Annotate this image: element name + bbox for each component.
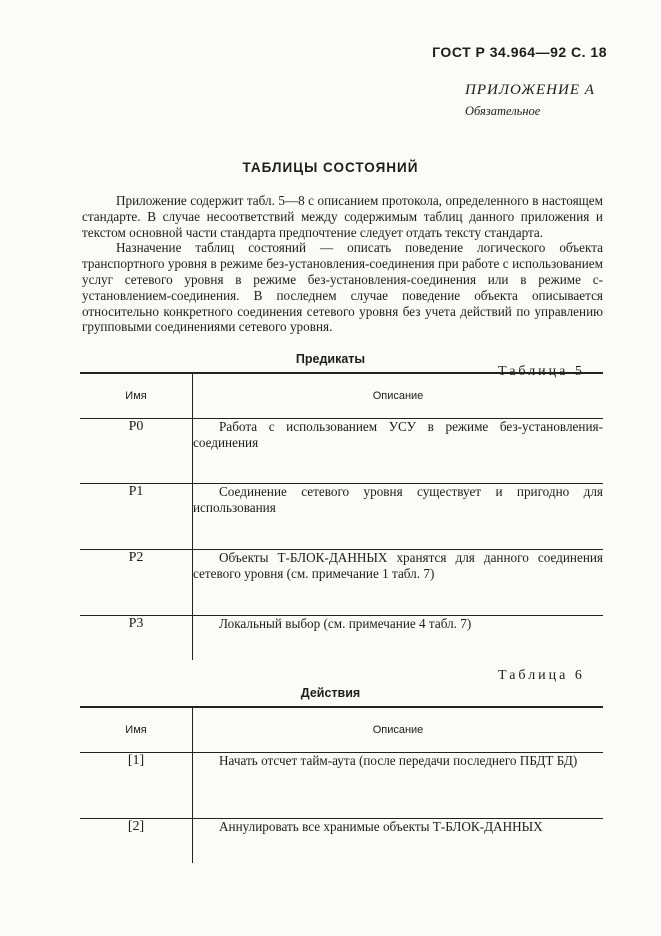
row-name: P0 [80,419,193,484]
row-description [193,550,604,616]
table-row [80,819,603,863]
section-title: ТАБЛИЦЫ СОСТОЯНИЙ [242,160,419,175]
row-name: [2] [127,819,145,834]
appendix-label: ПРИЛОЖЕНИЕ А [465,82,595,98]
description-text: Начать отсчет тайм-аута (после передачи последнего ПБДТ БД) [219,753,578,768]
description-text: Соединение сетевого уровня существует и пригодно для использования [193,484,603,515]
paragraph: Назначение таблиц состояний — описать поведение логического объекта транспортного уровня в режиме без-установления-соединения при работе с использованием услуг сетевого уровня в режиме без-установления-соединения или в режиме с-установлением-соединения. В последнем случае поведение объекта описывается относительно конкретного соединения сетевого уровня без учета действий по управлению групповыми соединениями сетевого уровня. [82,240,603,335]
column-header-description: Описание [193,373,604,419]
row-description [193,419,604,484]
row-name: P1 [80,484,193,550]
row-description [193,484,604,550]
appendix-status: Обязательное [465,104,541,118]
description-text: Объекты Т-БЛОК-ДАННЫХ хранятся для данного соединения сетевого уровня (см. примечание 1 табл. 7) [193,550,603,581]
description-text: Работа с использованием УСУ в режиме без-установления-соединения [193,419,603,450]
page-header: ГОСТ Р 34.964—92 С. 18 [432,44,607,60]
description-text: Аннулировать все хранимые объекты Т-БЛОК-ДАННЫХ [219,819,543,834]
column-header-name: Имя [80,707,193,753]
table-row [80,484,603,550]
paragraph: Приложение содержит табл. 5—8 с описанием протокола, определенного в настоящем стандарте. В случае несоответствий между содержимым таблиц данного приложения и текстом основной части стандарта предпочтение следует отдать тексту стандарта. [82,193,603,240]
table6-label: Таблица 6 [498,668,585,683]
table-header-row [80,707,603,753]
table-header-row [80,373,603,419]
row-description [193,819,604,863]
row-name: [1] [80,753,193,819]
row-description [193,753,604,819]
table-row [80,550,603,616]
column-header-name: Имя [80,373,193,419]
table5-predicates [80,372,603,660]
table-row [80,419,603,484]
table6-actions [80,706,603,863]
description-text: Локальный выбор (см. примечание 4 табл. 7) [219,616,472,631]
row-name: P2 [80,550,193,616]
table-row [80,616,603,660]
row-name: P3 [128,616,144,631]
table5-caption: Предикаты [295,352,366,366]
row-description [193,616,604,660]
table6-caption: Действия [300,686,361,700]
table-row [80,753,603,819]
intro-text [82,193,603,335]
column-header-description: Описание [193,707,604,753]
table5-label: Таблица 5 [498,364,585,379]
